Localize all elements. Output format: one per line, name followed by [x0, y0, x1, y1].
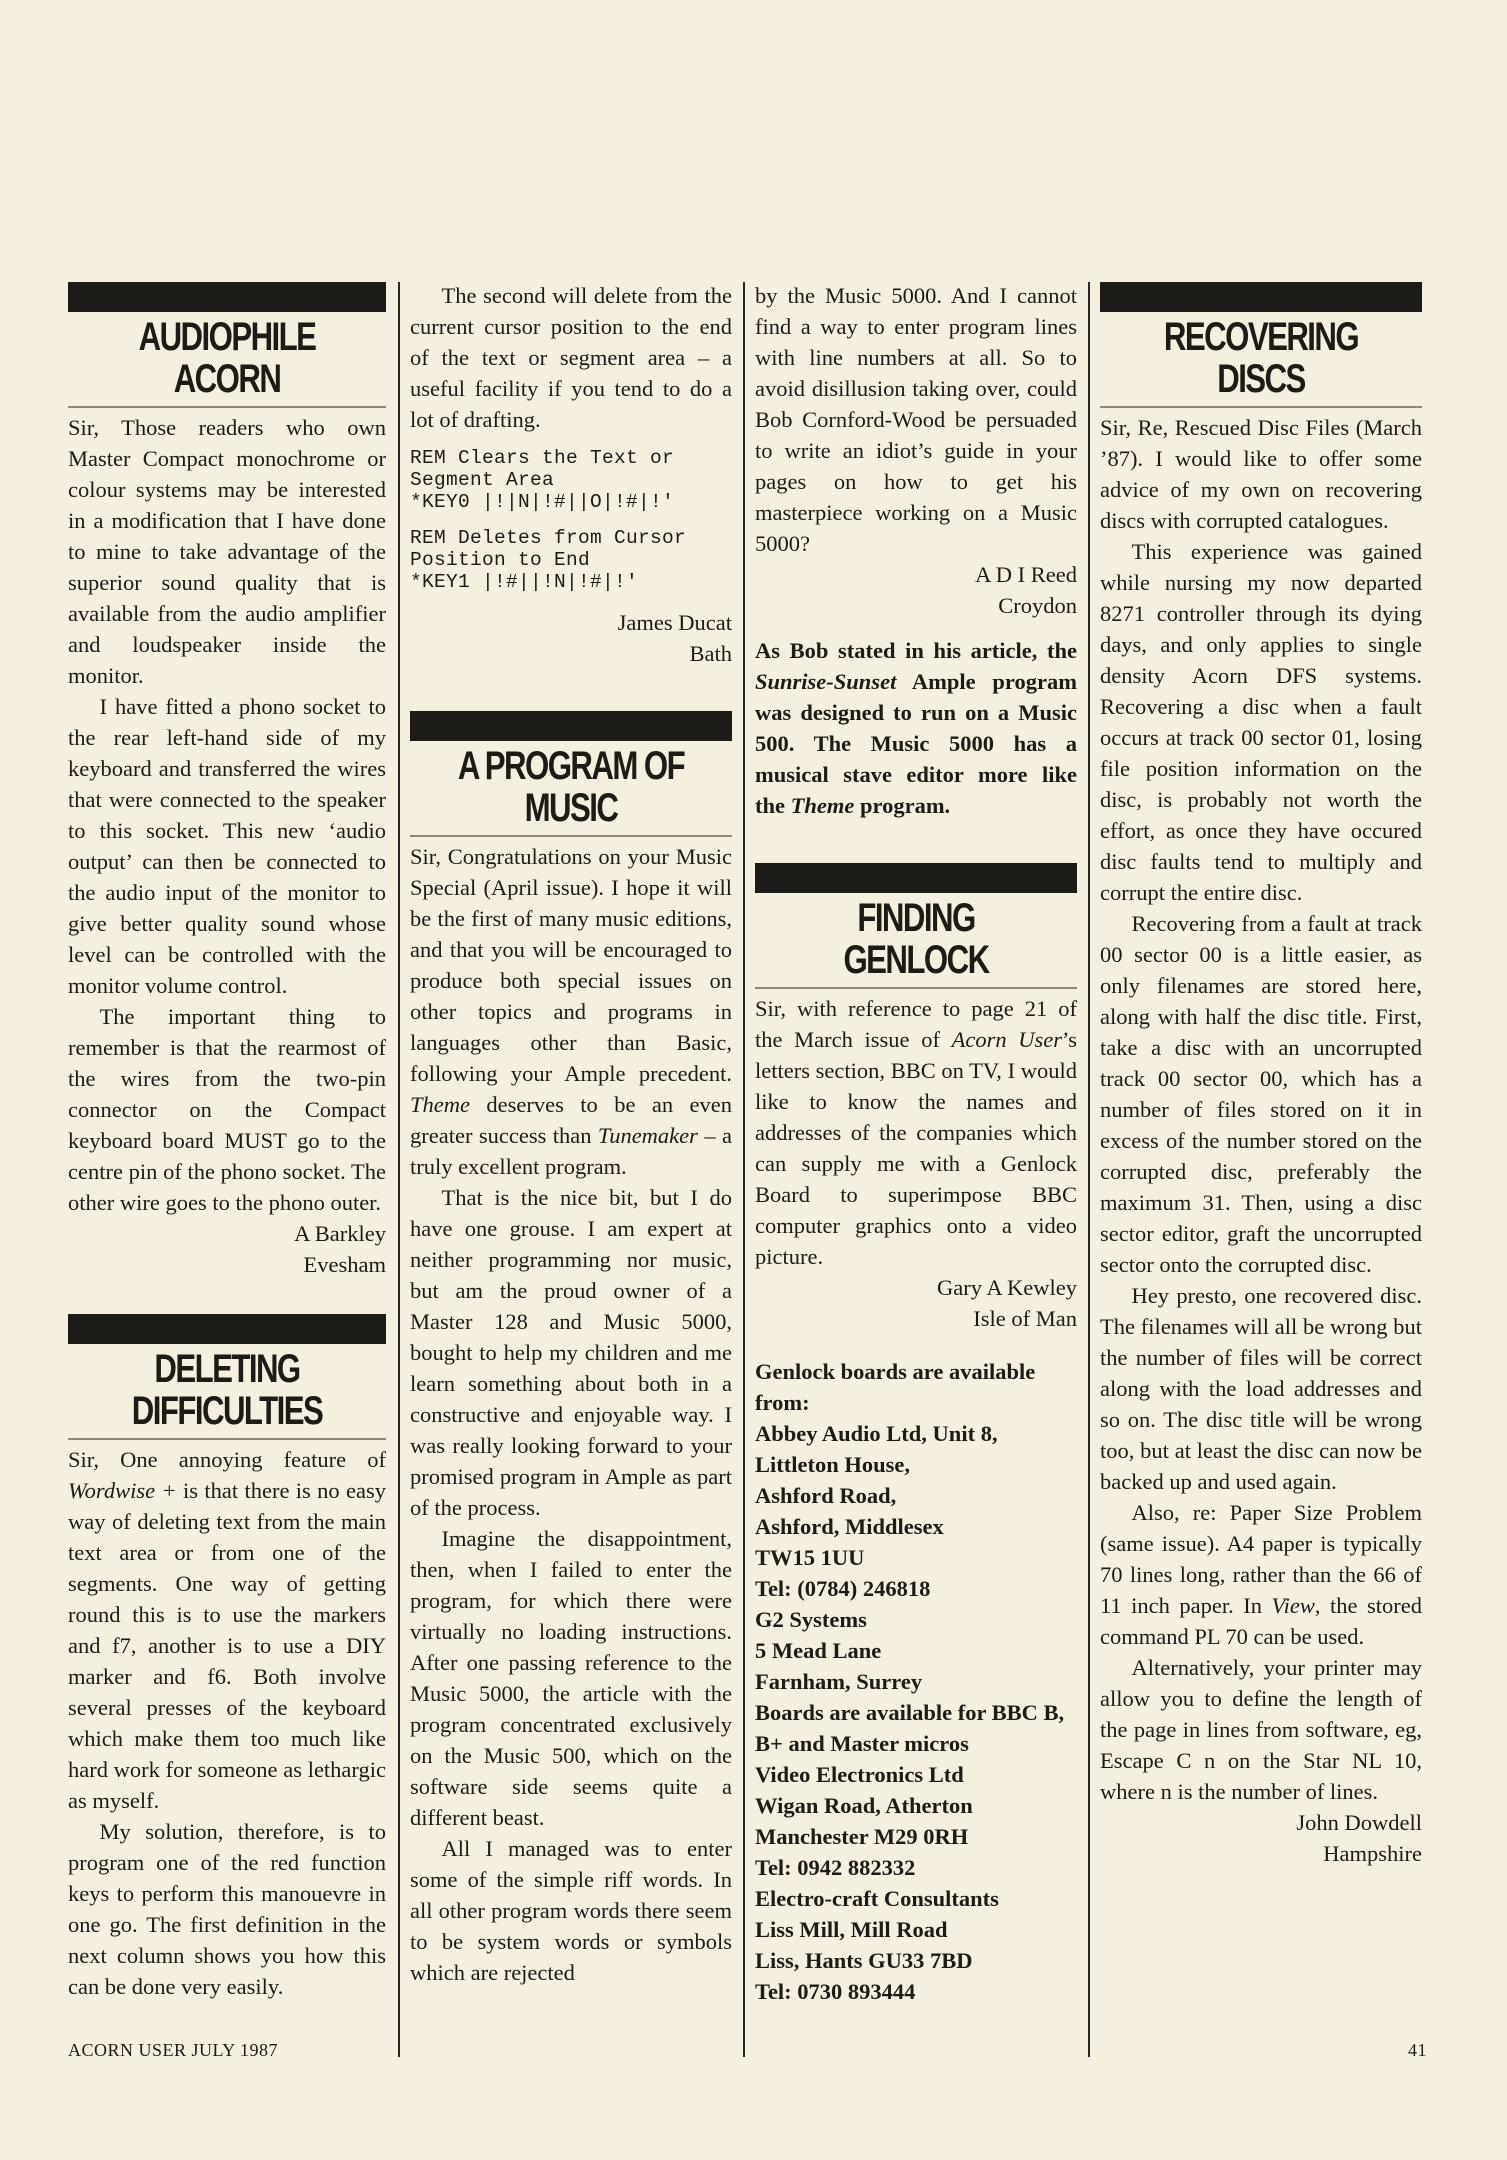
heading-bar	[68, 1314, 386, 1344]
reply-line: Video Electronics Ltd	[755, 1762, 964, 1787]
page-number: 41	[1408, 2040, 1427, 2060]
reply-line: Liss, Hants GU33 7BD	[755, 1948, 973, 1973]
letter-paragraph: Hey presto, one recovered disc. The filenames will all be wrong but the number of files will be correct along with the load addresses and so on. The disc title will be wrong too, but at least the disc can now be backed up and used again.	[1100, 1283, 1422, 1494]
heading-bar	[410, 711, 732, 741]
column-rule	[1088, 282, 1090, 2057]
reply-line: Tel: 0730 893444	[755, 1979, 916, 2004]
signature-place: Bath	[689, 641, 732, 666]
editor-reply	[755, 1356, 1077, 2007]
signature-place: Isle of Man	[973, 1306, 1077, 1331]
letter-paragraph: Alternatively, your printer may allow you to define the length of the page in lines from software, eg, Escape C n on the Star NL 10, where n is the number of lines.	[1100, 1655, 1422, 1804]
letter-paragraph: My solution, therefore, is to program one of the red function keys to perform this manouevre in one go. The first definition in the next column shows you how this can be done very easily.	[68, 1819, 386, 1999]
letter-audiophile-acorn	[68, 282, 386, 1280]
heading-bar	[68, 282, 386, 312]
signature-name: James Ducat	[617, 610, 732, 635]
reply-line: Liss Mill, Mill Road	[755, 1917, 948, 1942]
footer-magazine: ACORN USER JULY 1987	[68, 2040, 279, 2060]
reply-line: Farnham, Surrey	[755, 1669, 923, 1694]
letter-deleting-difficulties	[68, 1314, 386, 2002]
letter-paragraph: Sir, with reference to page 21 of the March issue of Acorn User’s letters section, BBC on TV, I would like to know the names and addresses of the companies which can supply me with a Genlock Board to superimpose BBC computer graphics onto a video picture.	[755, 996, 1078, 1269]
column-3	[755, 280, 1077, 2007]
editor-reply: As Bob stated in his article, the Sunrise-Sunset Ample program was designed to run on a Music 500. The Music 5000 has a musical stave editor more like the Theme program.	[755, 638, 1077, 818]
reply-line: 5 Mead Lane	[755, 1638, 882, 1663]
reply-line: Abbey Audio Ltd, Unit 8,	[755, 1421, 998, 1446]
letter-paragraph: by the Music 5000. And I cannot find a way to enter program lines with line numbers at all. So to avoid disillusion taking over, could Bob Cornford-Wood be persuaded to write an idiot’s guide in your pages on how to get his masterpiece working on a Music 5000?	[755, 283, 1077, 556]
reply-line: Boards are available for BBC B,	[755, 1700, 1065, 1725]
heading-bar	[755, 863, 1077, 893]
letter-heading: RECOVERING DISCS	[1163, 315, 1359, 401]
letter-heading: AUDIOPHILE ACORN	[138, 315, 316, 401]
letter-paragraph: Sir, Those readers who own Master Compact monochrome or colour systems may be interested in a modification that I have done to mine to take advantage of the superior sound quality that is available from the audio amplifier and loudspeaker inside the monitor.	[68, 415, 386, 688]
letter-finding-genlock	[755, 863, 1077, 2007]
letter-paragraph: The second will delete from the current cursor position to the end of the text or segment area – a useful facility if you tend to do a lot of drafting.	[410, 283, 732, 432]
heading-bar	[1100, 282, 1422, 312]
letter-paragraph: All I managed was to enter some of the simple riff words. In all other program words there seem to be system words or symbols which are rejected	[410, 1836, 732, 1985]
reply-line: Littleton House,	[755, 1452, 910, 1477]
letter-heading: DELETING DIFFICULTIES	[131, 1347, 323, 1433]
code-listing: REM Clears the Text or Segment Area *KEY0 |!|N|!#||O|!#|!'	[410, 447, 675, 513]
signature-name: A D I Reed	[975, 562, 1077, 587]
reply-line: Tel: 0942 882332	[755, 1855, 916, 1880]
letter-paragraph: Recovering from a fault at track 00 sector 00 is a little easier, as only filenames are stored here, along with half the disc title. First, take a disc with an uncorrupted track 00 sector 00, which has a number of files stored on it in excess of the number stored on the corrupted disc, preferably the maximum 31. Then, using a disc sector editor, graft the uncorrupted sector onto the corrupted disc.	[1100, 911, 1422, 1277]
signature-place: Hampshire	[1323, 1841, 1422, 1866]
column-rule	[398, 282, 400, 2057]
reply-line: G2 Systems	[755, 1607, 867, 1632]
letter-recovering-discs	[1100, 282, 1422, 1869]
letter-paragraph: The important thing to remember is that the rearmost of the wires from the two-pin connector on the Compact keyboard board MUST go to the centre pin of the phono socket. The other wire goes to the phono outer.	[68, 1004, 386, 1215]
letter-paragraph: Sir, Re, Rescued Disc Files (March ’87). I would like to offer some advice of my own on recovering discs with corrupted catalogues.	[1100, 415, 1422, 533]
letter-paragraph: Also, re: Paper Size Problem (same issue). A4 paper is typically 70 lines long, rather than the 66 of 11 inch paper. In View, the stored command PL 70 can be used.	[1100, 1500, 1422, 1649]
letter-paragraph: I have fitted a phono socket to the rear left-hand side of my keyboard and transferred the wires that were connected to the speaker to this socket. This new ‘audio output’ can then be connected to the audio input of the monitor to give better quality sound whose level can be controlled with the monitor volume control.	[68, 694, 386, 998]
signature-name: Gary A Kewley	[937, 1275, 1077, 1300]
letter-paragraph: Sir, One annoying feature of Wordwise + is that there is no easy way of deleting text from the main text area or from one of the segments. One way of getting round this is to use the markers and f7, another is to use a DIY marker and f6. Both involve several presses of the keyboard which make them too much like hard work for someone as lethargic as myself.	[68, 1447, 386, 1813]
signature-place: Evesham	[303, 1252, 386, 1277]
letter-heading: FINDING GENLOCK	[843, 896, 989, 982]
reply-line: Ashford, Middlesex	[755, 1514, 944, 1539]
letter-paragraph: Sir, Congratulations on your Music Special (April issue). I hope it will be the first of many music editions, and that you will be encouraged to produce both special issues on other topics and programs in languages other than Basic, following your Ample precedent. Theme deserves to be an even greater success than Tunemaker – a truly excellent program.	[410, 844, 732, 1179]
signature-name: John Dowdell	[1296, 1810, 1422, 1835]
program-p4-full	[0, 0, 1, 1]
column-4	[1100, 280, 1422, 1869]
reply-line: Ashford Road,	[755, 1483, 897, 1508]
signature-name: A Barkley	[294, 1221, 386, 1246]
signature-place: Croydon	[998, 593, 1077, 618]
reply-line: Electro-craft Consultants	[755, 1886, 999, 1911]
letter-paragraph: This experience was gained while nursing my now departed 8271 controller through its dying days, and only applies to single density Acorn DFS systems. Recovering a disc when a fault occurs at track 00 sector 01, losing file position information on the disc, is probably not worth the effort, as once they have occured disc faults tend to multiply and corrupt the entire disc.	[1100, 539, 1422, 905]
letter-a-program-of-music	[410, 711, 732, 1988]
code-listing: REM Deletes from Cursor Position to End *KEY1 |!#||!N|!#|!'	[410, 527, 687, 593]
letter-paragraph: That is the nice bit, but I do have one grouse. I am expert at neither programming nor music, but am the proud owner of a Master 128 and Music 5000, bought to help my children and me learn something about both in a constructive and enjoyable way. I was really looking forward to your promised program in Ample as part of the process.	[410, 1185, 732, 1520]
reply-line: Manchester M29 0RH	[755, 1824, 969, 1849]
reply-line: Wigan Road, Atherton	[755, 1793, 973, 1818]
reply-line: B+ and Master micros	[755, 1731, 969, 1756]
letter-paragraph: Imagine the disappointment, then, when I failed to enter the program, for which there were virtually no loading instructions. After one passing reference to the Music 5000, the article with the program concentrated exclusively on the Music 500, which on the software side seems quite a different beast.	[410, 1526, 732, 1830]
letter-heading: A PROGRAM OF MUSIC	[457, 744, 685, 830]
reply-line: Genlock boards are available from:	[755, 1359, 1036, 1415]
column-1	[68, 280, 386, 2002]
reply-line: Tel: (0784) 246818	[755, 1576, 931, 1601]
reply-line: TW15 1UU	[755, 1545, 865, 1570]
column-2	[410, 280, 732, 1988]
column-rule	[743, 282, 745, 2057]
